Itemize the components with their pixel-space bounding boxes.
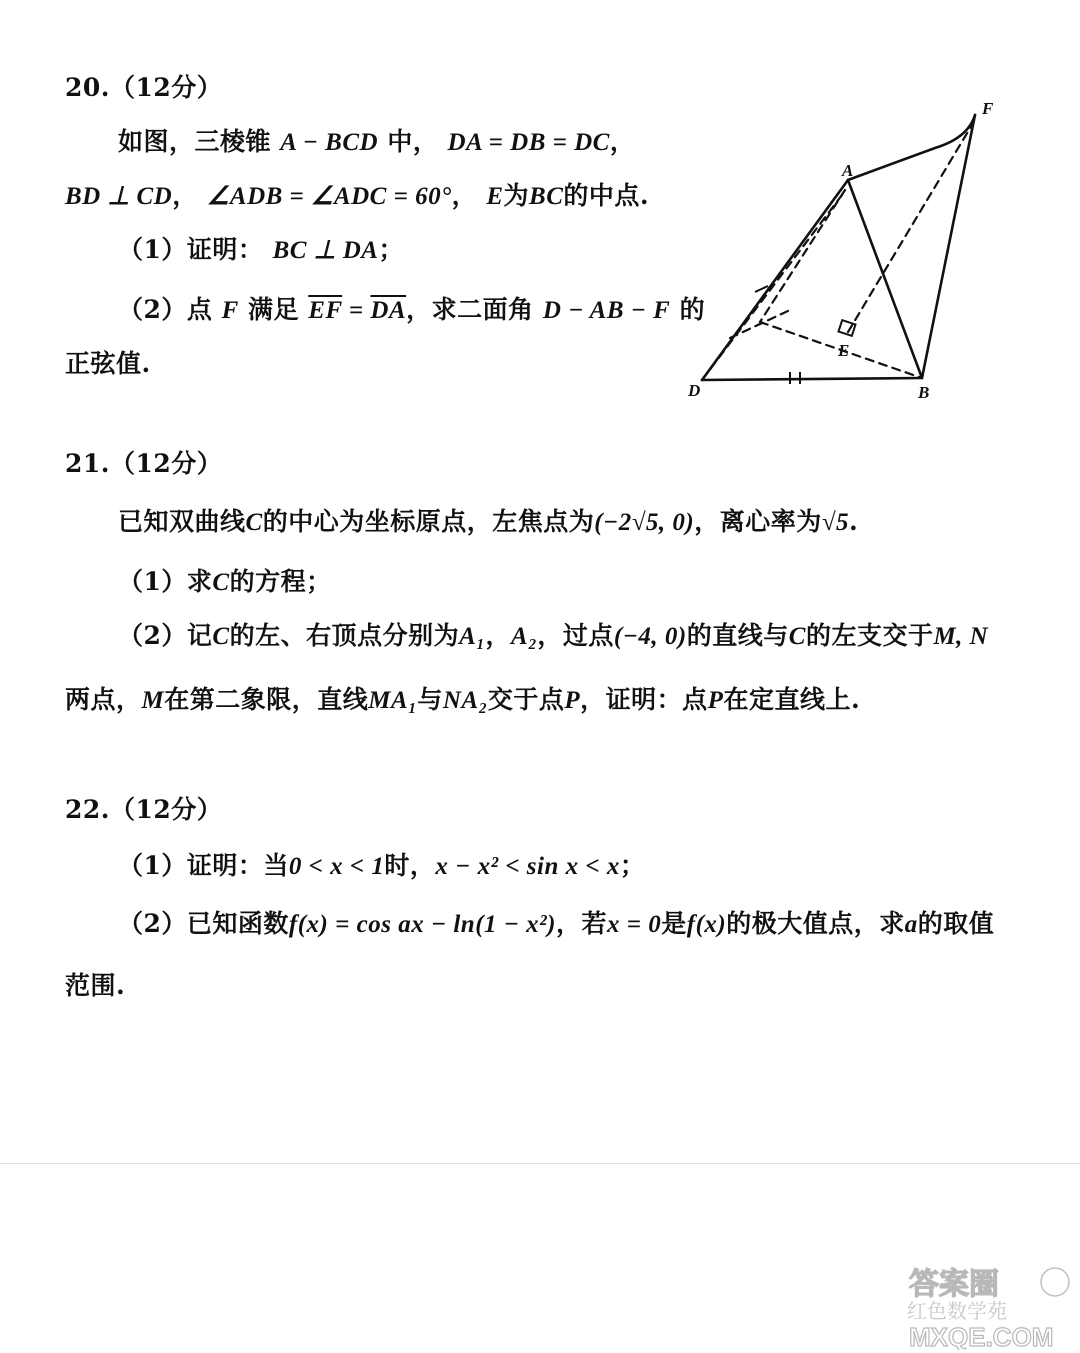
edge-af — [848, 115, 975, 180]
q21-math: M, N — [933, 623, 989, 650]
q20-math: DA = DB = DC — [447, 129, 610, 156]
label-a: A — [842, 161, 854, 180]
watermark-seal-icon — [1041, 1268, 1069, 1296]
q20-math: BD ⊥ CD — [65, 183, 173, 210]
watermark-brand: 答案圈 — [909, 1268, 999, 1301]
q22-text: 的取值 — [917, 909, 995, 938]
q20-stem-line2 — [65, 176, 649, 212]
q20-math: D − AB − F — [542, 297, 671, 324]
q21-stem — [118, 502, 858, 538]
q22-text: 的极大值点，求 — [726, 909, 905, 938]
q21-text: 交于点 — [487, 685, 565, 714]
q21-math: A₁ — [459, 623, 486, 650]
q22-text: ； — [619, 851, 646, 880]
q22-text: 是 — [661, 909, 687, 938]
q20-text: （1）证明： — [118, 235, 264, 264]
q21-text: 与 — [417, 685, 443, 714]
guide-dashed — [730, 310, 790, 338]
q21-math: MA₁ — [368, 687, 418, 714]
q20-text: 如图，三棱锥 — [118, 127, 272, 156]
q21-text: 的左、右顶点分别为 — [229, 621, 460, 650]
q21-math: C — [212, 623, 230, 650]
q21-math: (−2√5, 0) — [594, 509, 695, 536]
edge-ab — [848, 180, 922, 378]
edge-dc-dashed — [702, 195, 842, 380]
q21-math: A₂ — [511, 623, 538, 650]
q20-math: = — [342, 297, 371, 324]
q21-text: 两点， — [65, 685, 142, 714]
q20-text: 满足 — [248, 295, 300, 324]
q20-heading: 20.（12分） — [65, 73, 223, 102]
q21-text: 在定直线上. — [723, 685, 861, 714]
label-b: B — [918, 383, 930, 402]
q20-text: ， — [609, 127, 636, 156]
label-f: F — [982, 99, 994, 118]
q20-text: 的 — [679, 295, 706, 324]
q22-heading: 22.（12分） — [65, 795, 223, 824]
q21-text: . — [849, 507, 859, 536]
q22-math: a — [904, 911, 918, 938]
q22-math: x − x² < sin x < x — [435, 853, 620, 880]
q22-text: （2）已知函数 — [118, 909, 289, 938]
q22-text: ，若 — [556, 909, 608, 938]
q20-vector: $\overline{EF}$ — [308, 297, 343, 324]
q21-math: NA₂ — [442, 687, 488, 714]
edge-db — [702, 378, 922, 380]
q21-text: （2）记 — [118, 621, 213, 650]
q21-math: C — [212, 569, 230, 596]
edge-ac-dashed — [760, 190, 845, 322]
q21-math: M — [141, 687, 165, 714]
q22-part2 — [118, 904, 994, 940]
q21-text: 的左支交于 — [805, 621, 934, 650]
label-d: D — [688, 381, 701, 400]
q20-math: A − BCD — [280, 129, 379, 156]
q20-part2-cont: 正弦值. — [65, 349, 151, 378]
q22-part1 — [118, 846, 645, 882]
q20-text: （2）点 — [118, 295, 213, 324]
q22-math: 0 < x < 1 — [288, 853, 385, 880]
q21-math: P — [564, 687, 581, 714]
q20-math: BC ⊥ DA — [272, 237, 379, 264]
q20-text: ； — [378, 235, 404, 264]
q21-math: P — [707, 687, 724, 714]
edge-da — [702, 180, 848, 380]
q20-vector: $\overline{DA}$ — [370, 297, 407, 324]
q21-part1 — [118, 562, 332, 598]
q21-text: 的方程； — [229, 567, 332, 596]
q22-math: f(x) — [686, 911, 727, 938]
q21-part2 — [118, 616, 988, 652]
q20-stem-line1 — [118, 122, 635, 158]
q21-text: 在第二象限，直线 — [164, 685, 369, 714]
q20-math: BC — [529, 183, 564, 210]
q21-text: ，证明：点 — [580, 685, 708, 714]
q21-part2-cont — [65, 680, 860, 716]
q21-text: 已知双曲线 — [118, 507, 246, 536]
q20-math: E — [486, 183, 504, 210]
label-e: E — [838, 341, 850, 360]
q22-math: x = 0 — [607, 911, 662, 938]
q21-text: ，过点 — [537, 621, 614, 650]
q20-text: 中， — [387, 127, 439, 156]
tetrahedron-figure — [680, 95, 1020, 405]
q22-text: 时， — [384, 851, 436, 880]
q20-part2 — [118, 290, 705, 326]
q21-text: （1）求 — [118, 567, 213, 596]
q21-heading: 21.（12分） — [65, 449, 223, 478]
q20-text: 的中点. — [563, 181, 650, 210]
q21-math: √5 — [821, 509, 849, 536]
q22-part2-cont: 范围. — [65, 971, 126, 1000]
watermark-account: 红色数学苑 — [907, 1301, 1007, 1323]
watermark-site: MXQE.COM — [909, 1322, 1054, 1350]
q21-text: 的直线与 — [686, 621, 789, 650]
q20-text: 为 — [503, 181, 530, 210]
q22-math: f(x) = cos ax − ln(1 − x²) — [288, 911, 556, 938]
q20-text: ， — [451, 181, 478, 210]
q21-text: ，离心率为 — [694, 507, 822, 536]
q21-math: C — [245, 509, 263, 536]
page-divider — [0, 1163, 1080, 1164]
q20-part1 — [118, 230, 404, 266]
q20-text: ，求二面角 — [406, 295, 534, 324]
watermark-logo — [905, 1260, 1075, 1350]
q20-math: F — [221, 297, 239, 324]
q21-text: 的中心为坐标原点，左焦点为 — [262, 507, 595, 536]
right-angle-mark — [838, 320, 855, 336]
q20-text: ， — [172, 181, 198, 210]
edge-fb — [922, 115, 975, 378]
q20-math: ∠ADB = ∠ADC = 60° — [206, 183, 452, 210]
q22-text: （1）证明：当 — [118, 851, 289, 880]
q21-math: (−4, 0) — [613, 623, 687, 650]
q21-text: ， — [485, 621, 512, 650]
q21-math: C — [788, 623, 806, 650]
